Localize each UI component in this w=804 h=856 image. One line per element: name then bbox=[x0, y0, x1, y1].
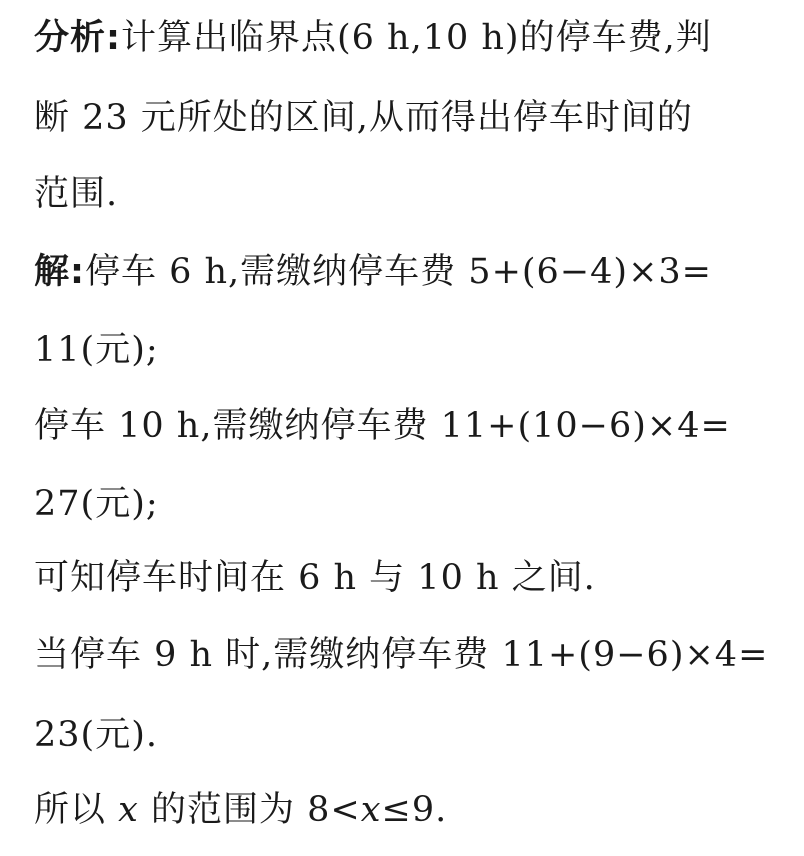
solution-line-3: 停车 10 h,需缴纳停车费 11+(10−6)×4= bbox=[34, 406, 731, 446]
solution-line-6: 当停车 9 h 时,需缴纳停车费 11+(9−6)×4= bbox=[34, 635, 769, 675]
analysis-text-1: 计算出临界点(6 h,10 h)的停车费,判 bbox=[121, 18, 712, 58]
solution-line-7: 23(元). bbox=[34, 715, 158, 755]
conclusion-middle: 的范围为 8< bbox=[138, 790, 361, 830]
conclusion-prefix: 所以 bbox=[34, 790, 119, 830]
analysis-label: 分析: bbox=[34, 18, 121, 58]
solution-line-5: 可知停车时间在 6 h 与 10 h 之间. bbox=[34, 558, 596, 598]
analysis-line-3: 范围. bbox=[34, 174, 119, 214]
solution-label: 解: bbox=[34, 252, 85, 292]
analysis-line-1 bbox=[34, 16, 712, 60]
solution-line-1 bbox=[34, 250, 712, 294]
conclusion-suffix: ≤9. bbox=[381, 790, 448, 830]
solution-text-1: 停车 6 h,需缴纳停车费 5+(6−4)×3= bbox=[85, 252, 712, 292]
variable-x: x bbox=[118, 790, 139, 830]
solution-line-4: 27(元); bbox=[34, 484, 159, 524]
solution-line-2: 11(元); bbox=[34, 330, 159, 370]
variable-x: x bbox=[360, 790, 382, 830]
analysis-line-2: 断 23 元所处的区间,从而得出停车时间的 bbox=[34, 98, 693, 138]
conclusion-line bbox=[34, 788, 447, 832]
